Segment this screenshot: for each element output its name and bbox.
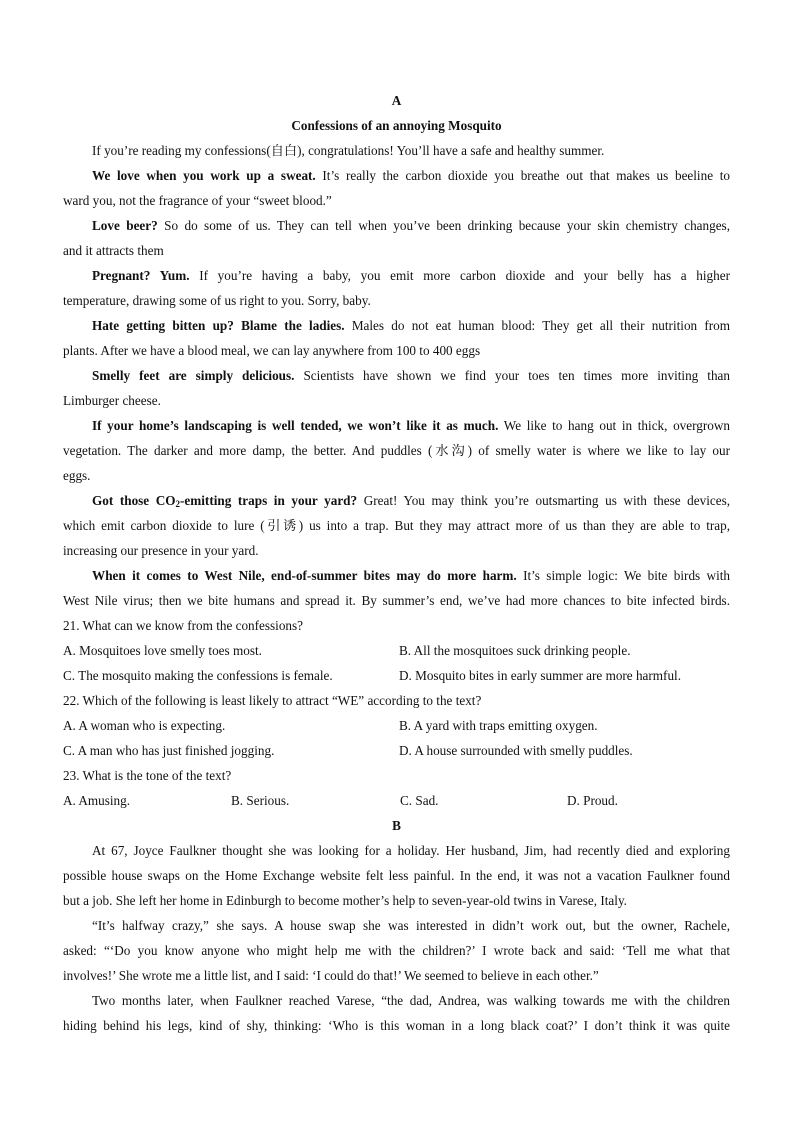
paragraph-text: which emit carbon dioxide to lure (引诱) us into a trap. But they may attract more of us than they are able to trap, — [63, 518, 730, 533]
passage-a-paragraph — [63, 313, 730, 338]
subscript-2: 2 — [175, 499, 181, 509]
passage-a-paragraph — [63, 563, 730, 588]
paragraph-lead-pre: Got those CO — [92, 493, 176, 508]
paragraph-text: ward you, not the fragrance of your “sweet blood.” — [63, 193, 332, 208]
paragraph-lead: Love beer? — [92, 218, 158, 233]
passage-b-text: At 67, Joyce Faulkner thought she was looking for a holiday. Her husband, Jim, had recently died and exploring — [92, 843, 730, 858]
passage-b-text: asked: “‘Do you know anyone who might help me with the children?’ I wrote back and said: ‘Tell me what that — [63, 943, 730, 958]
section-a-heading: A — [391, 93, 402, 108]
passage-a-paragraph — [63, 263, 730, 288]
option-c[interactable]: C. The mosquito making the confessions is female. — [63, 668, 333, 683]
option-row — [63, 638, 730, 663]
paragraph-lead: Pregnant? Yum. — [92, 268, 190, 283]
passage-a-paragraph — [63, 413, 730, 438]
passage-b-text: involves!’ She wrote me a little list, and I said: ‘I could do that!’ We seemed to believe in each other.” — [63, 968, 599, 983]
passage-b-text: hiding behind his legs, kind of shy, thinking: ‘Who is this woman in a long black coat?’ I don’t think it was quite — [63, 1018, 730, 1033]
option-d[interactable]: D. Mosquito bites in early summer are more harmful. — [399, 668, 681, 683]
paragraph-text: Great! You may think you’re outsmarting us with these devices, — [357, 493, 730, 508]
paragraph-text: increasing our presence in your yard. — [63, 543, 259, 558]
passage-a-title: Confessions of an annoying Mosquito — [291, 118, 502, 133]
option-c[interactable]: C. A man who has just finished jogging. — [63, 743, 275, 758]
paragraph-text: Scientists have shown we find your toes ten times more inviting than — [294, 368, 730, 383]
passage-b-text: possible house swaps on the Home Exchange website felt less painful. In the end, it was not a vacation Faulkner found — [63, 868, 730, 883]
option-a[interactable]: A. Mosquitoes love smelly toes most. — [63, 643, 262, 658]
passage-a-intro: If you’re reading my confessions(自白), congratulations! You’ll have a safe and healthy summer. — [92, 143, 605, 158]
section-b-heading: B — [392, 818, 401, 833]
paragraph-text: Males do not eat human blood: They get all their nutrition from — [344, 318, 730, 333]
question-stem: 22. Which of the following is least likely to attract “WE” according to the text? — [63, 693, 482, 708]
option-b[interactable]: B. A yard with traps emitting oxygen. — [399, 718, 598, 733]
paragraph-text: Limburger cheese. — [63, 393, 161, 408]
paragraph-lead: If your home’s landscaping is well tended, we won’t like it as much. — [92, 418, 499, 433]
passage-b-text: “It’s halfway crazy,” she says. A house swap she was interested in didn’t work out, but the owner, Rachele, — [92, 918, 730, 933]
paragraph-text: It’s really the carbon dioxide you breathe out that makes us beeline to — [315, 168, 730, 183]
paragraph-text: and it attracts them — [63, 243, 164, 258]
paragraph-text: plants. After we have a blood meal, we can lay anywhere from 100 to 400 eggs — [63, 343, 481, 358]
paragraph-text: It’s simple logic: We bite birds with — [516, 568, 730, 583]
option-b[interactable]: B. All the mosquitoes suck drinking people. — [399, 643, 631, 658]
paragraph-text: eggs. — [63, 468, 91, 483]
paragraph-text: West Nile virus; then we bite humans and spread it. By summer’s end, we’ve had more chances to bite infected birds. — [63, 593, 730, 608]
paragraph-lead-post: -emitting traps in your yard? — [180, 493, 358, 508]
paragraph-text: temperature, drawing some of us right to you. Sorry, baby. — [63, 293, 371, 308]
paragraph-lead: Smelly feet are simply delicious. — [92, 368, 295, 383]
option-c[interactable]: C. Sad. — [400, 793, 439, 808]
document-page — [63, 88, 730, 1038]
question-stem: 23. What is the tone of the text? — [63, 768, 232, 783]
passage-a-paragraph — [63, 488, 730, 513]
paragraph-lead: When it comes to West Nile, end-of-summer bites may do more harm. — [92, 568, 517, 583]
paragraph-lead — [92, 493, 357, 508]
paragraph-lead: Hate getting bitten up? Blame the ladies. — [92, 318, 345, 333]
option-d[interactable]: D. Proud. — [567, 793, 618, 808]
option-d[interactable]: D. A house surrounded with smelly puddles. — [399, 743, 633, 758]
paragraph-text: If you’re having a baby, you emit more carbon dioxide and your belly has a higher — [189, 268, 730, 283]
passage-b-text: Two months later, when Faulkner reached Varese, “the dad, Andrea, was walking towards me with the children — [92, 993, 730, 1008]
passage-a-paragraph — [63, 213, 730, 238]
option-row — [63, 788, 730, 813]
question-stem: 21. What can we know from the confessions? — [63, 618, 303, 633]
paragraph-text: We like to hang out in thick, overgrown — [498, 418, 730, 433]
option-row — [63, 663, 730, 688]
paragraph-text: vegetation. The darker and more damp, the better. And puddles (水沟) of smelly water is where we like to lay our — [63, 443, 730, 458]
option-a[interactable]: A. Amusing. — [63, 793, 131, 808]
paragraph-lead: We love when you work up a sweat. — [92, 168, 316, 183]
paragraph-text: So do some of us. They can tell when you’ve been drinking because your skin chemistry changes, — [157, 218, 730, 233]
passage-a-paragraph — [63, 363, 730, 388]
option-a[interactable]: A. A woman who is expecting. — [63, 718, 226, 733]
passage-a-paragraph — [63, 163, 730, 188]
option-b[interactable]: B. Serious. — [231, 793, 290, 808]
option-row — [63, 738, 730, 763]
option-row — [63, 713, 730, 738]
passage-b-text: but a job. She left her home in Edinburgh to become mother’s help to seven-year-old twins in Varese, Italy. — [63, 893, 627, 908]
